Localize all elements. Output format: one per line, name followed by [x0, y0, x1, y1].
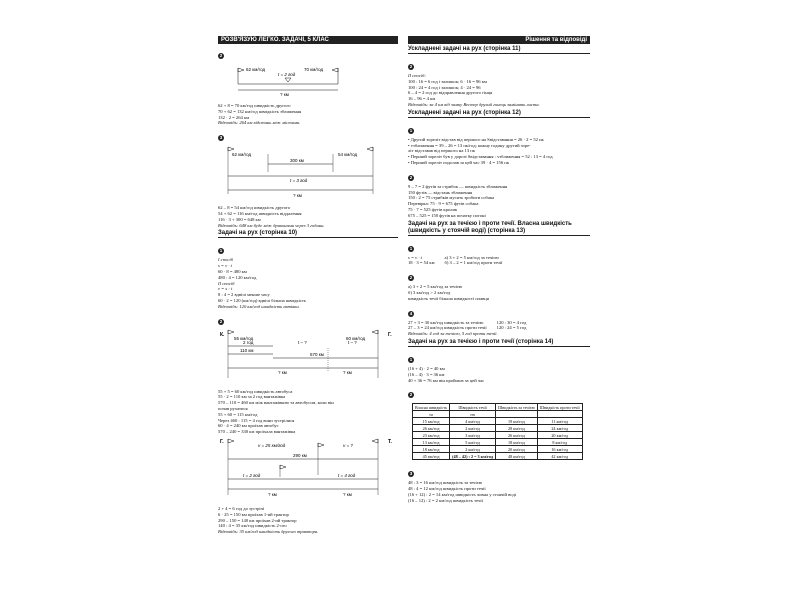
right-header: Рішення та відповіді — [408, 36, 590, 44]
table-cell: 8 км/год — [537, 439, 582, 446]
solution-line: (16 + 12) : 2 = 14 км/год швидкість човна у стоячій воді — [408, 491, 517, 497]
table-subheader-row — [413, 411, 583, 418]
solution-line: 290 – 150 = 140 км проїхав 2-ий трактор — [218, 517, 297, 523]
solution-line: швидкість течії більша швидкості плавця — [408, 295, 489, 301]
table-header-row — [413, 404, 583, 411]
solution-line: 16 – 96 = 4 км — [408, 96, 436, 102]
solution-line: (16 – 4) · 3 = 36 км — [408, 371, 445, 377]
solution-line: 570 – 110 = 460 км між вантажівкою та автобусом, коли він — [218, 400, 334, 406]
table-cell: vв — [413, 411, 450, 418]
table-cell: 23 км/год — [413, 432, 450, 439]
speed-label: 62 км/год — [246, 67, 266, 72]
speed-table — [412, 403, 583, 460]
speed-label: 55 км/год — [234, 335, 254, 341]
answer-line: Відповідь: 264 км відстань між містами. — [218, 120, 301, 126]
city-label: Г. — [388, 331, 392, 338]
distance-label: 290 км — [293, 452, 307, 458]
solution-line: б) 3 км/год > 2 км/год — [408, 289, 451, 295]
distance-label: 110 км — [240, 347, 254, 353]
solution-line: 100 : 24 = 4 год і залишок; 4 · 24 = 96 — [408, 84, 481, 90]
s13-p2-solution — [408, 284, 590, 301]
table-cell: 3 км/год — [450, 432, 496, 439]
table-cell: 20 км/год — [537, 432, 582, 439]
solution-line: 60 · 4 = 240 км проїхав автобус — [218, 423, 279, 429]
solution-line: 570 – 240 = 330 км проїхала вантажівка — [218, 429, 296, 435]
solution-line: s = v · t — [218, 263, 232, 269]
p3-solution — [218, 205, 398, 228]
table-cell: 11 км/год — [537, 418, 582, 425]
table-cell: 20 км/год — [496, 446, 538, 453]
solution-line: • Перший зореліт був у дорозі Sвідставання : vзближення = 52 : 13 = 4 год — [408, 154, 553, 160]
problem-number: 2 — [409, 64, 413, 69]
diagram-p2 — [218, 62, 398, 98]
city-label: Г. — [220, 438, 224, 445]
solution-line: 60 · 2 = 120 (км/год) вдвічі більша швидкість — [218, 297, 306, 303]
solution-line: 70 + 62 = 132 км/год швидкість зближення — [218, 108, 302, 114]
answer-line: Відповідь: за 4 км від замку Вестер другий гонець замінить листа. — [408, 101, 540, 107]
time-label: t = 2 год — [278, 72, 296, 77]
answer-line: Відповідь: 4 год за течією, 5 год проти течії. — [408, 331, 498, 337]
distance-label: 300 км — [290, 158, 304, 164]
time-label: t = 4 год — [338, 472, 356, 478]
table-row — [413, 446, 583, 453]
table-cell: 2 км/год — [450, 425, 496, 432]
table-row — [413, 439, 583, 446]
solution-line: 18 · 3 = 54 км — [408, 260, 435, 266]
s11-solution — [408, 73, 590, 108]
speed-label: 54 км/год — [338, 152, 358, 158]
s10-p1-solution — [218, 257, 398, 309]
problem-number: 1 — [219, 248, 223, 254]
total-label: ? км — [280, 92, 289, 97]
table-cell: 15 км/год — [413, 418, 450, 425]
solution-line: 48 : 4 = 12 км/год швидкість проти течії — [408, 486, 486, 492]
speed-label: 70 км/год — [304, 67, 324, 72]
solution-line: б) 3 – 2 = 1 км/год проти течії — [444, 260, 503, 266]
table-cell — [496, 411, 538, 418]
problem-number: 2 — [219, 53, 223, 58]
solution-line: 120 : 30 = 4 год — [496, 319, 527, 325]
solution-line: 40 + 36 = 76 км він пройшов за цей час — [408, 377, 485, 383]
total-label: ? км — [268, 491, 277, 497]
solution-line: Перевірка: 75 · 9 = 675 футів собака — [408, 201, 479, 207]
problem-number: 2 — [409, 392, 413, 398]
s14-p3-solution — [408, 480, 590, 503]
solution-line: почав рухатися — [218, 405, 248, 411]
solution-line: 27 + 3 = 30 км/год швидкість за течією — [408, 319, 484, 325]
solution-line: 675 – 525 = 150 футів на початку погоні — [408, 212, 486, 218]
section-title: Задачі на рух за течією і проти течії (сторінка 14) — [408, 339, 590, 347]
speed-label: 60 км/год — [346, 335, 366, 341]
table-cell: 24 км/год — [537, 425, 582, 432]
table-cell — [537, 411, 582, 418]
s10-p3-solution — [218, 506, 398, 535]
table-cell: 48 км/год — [496, 453, 538, 460]
table-cell: 28 км/год — [496, 425, 538, 432]
solution-line: а) 3 + 2 = 5 км/год за течією — [444, 254, 499, 260]
solution-line: 60 · 8 = 480 км — [218, 268, 247, 274]
time-label: t = 3 год — [290, 178, 308, 184]
s14-p1-solution — [408, 366, 590, 383]
solution-line: ІІ спосіб — [218, 280, 235, 286]
s10-p2-solution — [218, 389, 398, 435]
answer-line: Відповідь: 35 км/год швидкість другого трактора. — [218, 529, 319, 535]
solution-line: (16 + 4) · 2 = 40 км — [408, 365, 445, 371]
table-cell: 45 км/год — [413, 453, 450, 460]
table-header: Власна швидкість — [413, 404, 450, 411]
table-cell: vт — [450, 411, 496, 418]
solution-line: 8 : 4 = 2 вдвічі менше часу — [218, 292, 270, 298]
solution-line: • vзближення = 39 – 26 = 13 пк/год; кожну годину другий зоре- — [408, 142, 531, 148]
solution-line: 54 + 62 = 116 км/год швидкість віддалення — [218, 210, 302, 216]
s13-p1-solution — [408, 255, 590, 267]
solution-line: 480 : 4 = 120 км/год — [218, 274, 257, 280]
table-cell: 19 км/год — [496, 418, 538, 425]
total-label: ? км — [343, 369, 352, 375]
time-label: 2 год — [243, 339, 254, 345]
time-label: t – ? — [348, 339, 357, 345]
solution-line: 6 – 4 = 2 год до відправлення другого гінця — [408, 90, 493, 96]
left-page — [218, 36, 398, 535]
solution-line: ІІ спосіб: — [408, 73, 426, 78]
problem-number: 3 — [409, 471, 413, 477]
solution-line: 48 : 3 = 16 км/год швидкість за течією — [408, 480, 483, 486]
solution-line: s = v · t — [408, 254, 422, 260]
solution-line: 2 + 4 = 6 год до зустрічі — [218, 505, 265, 511]
solution-line: І спосіб — [218, 257, 233, 263]
table-cell: 42 км/год — [537, 453, 582, 460]
solution-line: 6 · 25 = 150 км проїхав 1-ий трактор — [218, 511, 289, 517]
solution-line: 116 · 3 + 300 = 648 км — [218, 216, 261, 222]
speed-label: v = 25 км/год — [258, 442, 286, 448]
problem-number: 2 — [219, 318, 223, 324]
right-page — [408, 36, 590, 504]
solution-line: • Другий зореліт відстав від першого на Sвідставання = 26 · 2 = 52 пк — [408, 136, 544, 142]
table-row — [413, 453, 583, 460]
solution-line: 120 : 24 = 5 год — [496, 325, 527, 331]
left-header: РОЗВ'ЯЗУЮ ЛЕГКО. ЗАДАЧІ, 5 КЛАС — [218, 36, 398, 44]
answer-line: Відповідь: 648 км буде між драконами через 3 години. — [218, 222, 325, 228]
total-label: ? км — [343, 491, 352, 497]
solution-line: 75 · 7 = 525 футів кролик — [408, 206, 458, 212]
solution-line: 132 · 2 = 264 км — [218, 114, 250, 120]
solution-line: 55 + 5 = 60 км/год швидкість автобуса — [218, 388, 293, 394]
solution-line: 55 · 2 = 110 км за 2 год вантажівка — [218, 394, 286, 400]
solution-line: 55 + 60 = 115 км/год — [218, 411, 258, 417]
solution-line: 9 – 7 = 2 футів за стрибок — швидкість зближення — [408, 183, 508, 189]
time-label: t = 2 год — [243, 472, 261, 478]
time-label: t – ? — [298, 339, 307, 345]
section-title: Ускладнені задачі на рух (сторінка 11) — [408, 46, 590, 54]
problem-number: 2 — [409, 174, 413, 180]
solution-line: 27 – 3 = 24 км/год швидкість проти течії — [408, 325, 487, 331]
speed-label: v = ? — [343, 442, 353, 448]
total-label: ? км — [293, 193, 302, 199]
answer-line: Відповідь: 120 км/год швидкість автівки. — [218, 303, 300, 309]
table-cell: 4 км/год — [450, 418, 496, 425]
problem-number: 1 — [409, 356, 413, 362]
problem-number: 1 — [409, 127, 413, 133]
table-cell: 18 км/год — [496, 439, 538, 446]
diagram-p3 — [218, 144, 398, 200]
p2-solution — [218, 103, 398, 126]
table-cell: 2 км/год — [450, 446, 496, 453]
solution-line: Через 460 : 115 = 4 год вони зустрілися — [218, 417, 295, 423]
table-cell: 16 км/год — [537, 446, 582, 453]
solution-line: 150 футів — відстань зближення — [408, 189, 473, 195]
table-cell: 26 км/год — [496, 432, 538, 439]
city-label: Т. — [388, 438, 392, 445]
distance-label: 570 км — [310, 351, 324, 357]
table-header: Швидкість проти течії — [537, 404, 582, 411]
s13-p4-solution — [408, 320, 590, 332]
table-cell: 26 км/год — [413, 425, 450, 432]
s12-p2-solution — [408, 184, 590, 219]
diagram-s10-p2 — [218, 328, 398, 384]
table-cell: 18 км/год — [413, 446, 450, 453]
solution-line: (16 – 12) : 2 = 2 км/год швидкість течії — [408, 497, 483, 503]
table-cell: 5 км/год — [450, 439, 496, 446]
solution-line: літ відставав від першого на 13 пк — [408, 148, 475, 154]
table-header: Швидкість за течією — [496, 404, 538, 411]
solution-line: 62 – 8 = 54 км/год швидкість другого — [218, 205, 291, 211]
solution-line: • Перший зореліт подолав за цей час 39 · 4 = 156 пк — [408, 159, 509, 165]
section-title: Ускладнені задачі на рух (сторінка 12) — [408, 110, 590, 118]
solution-line: 140 : 4 = 35 км/год швидкість 2-ого — [218, 523, 287, 529]
problem-number: 3 — [219, 135, 223, 141]
solution-line: v = s : t — [218, 286, 233, 292]
problem-number: 4 — [409, 310, 413, 316]
solution-line: а) 3 + 2 = 5 км/год за течією — [408, 284, 463, 290]
speed-label: 62 км/год — [232, 152, 252, 158]
s12-p1-solution — [408, 137, 590, 166]
total-label: ? км — [278, 369, 287, 375]
problem-number: 2 — [409, 275, 413, 281]
table-cell: 13 км/год — [413, 439, 450, 446]
table-row — [413, 432, 583, 439]
solution-line: 150 : 2 = 75 стрибків мусить зробити собака — [408, 195, 495, 201]
problem-number: 1 — [409, 245, 413, 251]
city-label: К. — [220, 331, 225, 338]
diagram-s10-p3 — [218, 435, 398, 501]
table-row — [413, 425, 583, 432]
table-row — [413, 418, 583, 425]
table-cell: (48 – 42) : 2 = 3 км/год — [450, 453, 496, 460]
section-title: Задачі на рух (сторінка 10) — [218, 230, 398, 238]
solution-line: 100 : 16 = 6 год і залишок; 6 · 16 = 96 км — [408, 78, 487, 84]
section-title: Задачі на рух за течією і проти течії. Власна швидкість (швидкість у стоячій воді) (сторінка 13) — [408, 221, 590, 236]
table-header: Швидкість течії — [450, 404, 496, 411]
solution-line: 62 + 8 = 70 км/год швидкість другого — [218, 103, 291, 108]
